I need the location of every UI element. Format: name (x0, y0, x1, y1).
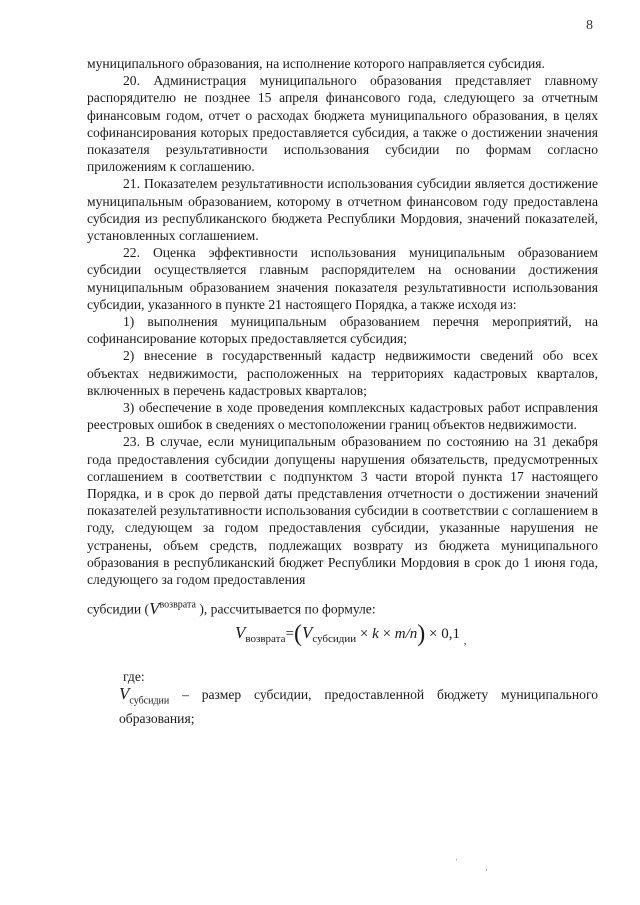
paragraph-23: 23. В случае, если муниципальным образованием по состоянию на 31 декабря года предоставления субсидии допущены нарушения обязательств, предусмотренных соглашением в соответствии с подпунктом 3 части второй пункта 17 настоящего Порядка, и в срок до первой даты представления отчетности о достижении значений показателей результативности использования субсидии в соответствии с соглашением в году, следующем за годом предоставления субсидии, указанные нарушения не устранены, объем средств, подлежащих возврату из бюджета муниципального образования в республиканский бюджет Республики Мордовия в срок до 1 июня года, следующего за годом предоставления (87, 434, 598, 588)
paragraph-23-tail-after: ), рассчитывается по формуле: (199, 601, 376, 617)
where-label: где: (123, 669, 145, 685)
list-item-2: 2) внесение в государственный кадастр недвижимости сведений обо всех объектах недвижимости, расположенных на территориях кадастровых кварталов, включенных в перечень кадастровых кварталов; (87, 348, 598, 398)
variable-definition-text: – размер субсидии, предоставленной бюджету муниципального образования; (119, 687, 598, 726)
scan-mark: ˈ (455, 858, 459, 869)
paragraph-21: 21. Показателем результативности использования субсидии является достижение муниципальным образованием, которому в отчетном финансовом году предоставлена субсидия из республиканского бюджета Республики Мордовия, значений показателей, установленных соглашением. (87, 176, 598, 244)
paragraph-20: 20. Администрация муниципального образования представляет главному распорядителю не позднее 15 апреля финансового года, следующего за отчетным финансовым годом, отчет о расходах бюджета муниципального образования, в целях софинансирования которых предоставляется субсидия, а также о достижении значения показателя результативности использования субсидии по формам согласно приложениям к соглашению. (87, 73, 598, 175)
list-item-3: 3) обеспечение в ходе проведения комплексных кадастровых работ исправления реестровых ошибок в сведениях о местоположении границ объектов недвижимости. (87, 400, 598, 433)
return-formula: $V_{возврата}=(V_{субсидии} \times k \times m/n) \times 0,1$ $_,$ (235, 621, 467, 648)
scan-mark: ˌ (485, 860, 489, 871)
v-subsidy-symbol: $V_{субсидии}$ (119, 684, 170, 707)
document-body (87, 55, 598, 727)
page-number: 8 (586, 18, 593, 33)
paragraph-continuation: муниципального образования, на исполнение которого направляется субсидия. (87, 56, 545, 71)
paragraph-23-tail-before: субсидии ( (87, 601, 150, 617)
v-return-symbol: $V^{возврата}$ (149, 598, 196, 618)
list-item-1: 1) выполнения муниципальным образованием перечня мероприятий, на софинансирование которых предоставляется субсидия; (87, 314, 598, 347)
formula-block (87, 618, 598, 668)
variable-definition (87, 685, 598, 727)
paragraph-23-tail (87, 596, 598, 618)
paragraph-22: 22. Оценка эффективности использования муниципальным образованием субсидии осуществляется главным распорядителем на основании достижения муниципальным образованием значения показателя результативности использования субсидии, указанного в пункте 21 настоящего Порядка, а также исходя из: (87, 245, 598, 312)
